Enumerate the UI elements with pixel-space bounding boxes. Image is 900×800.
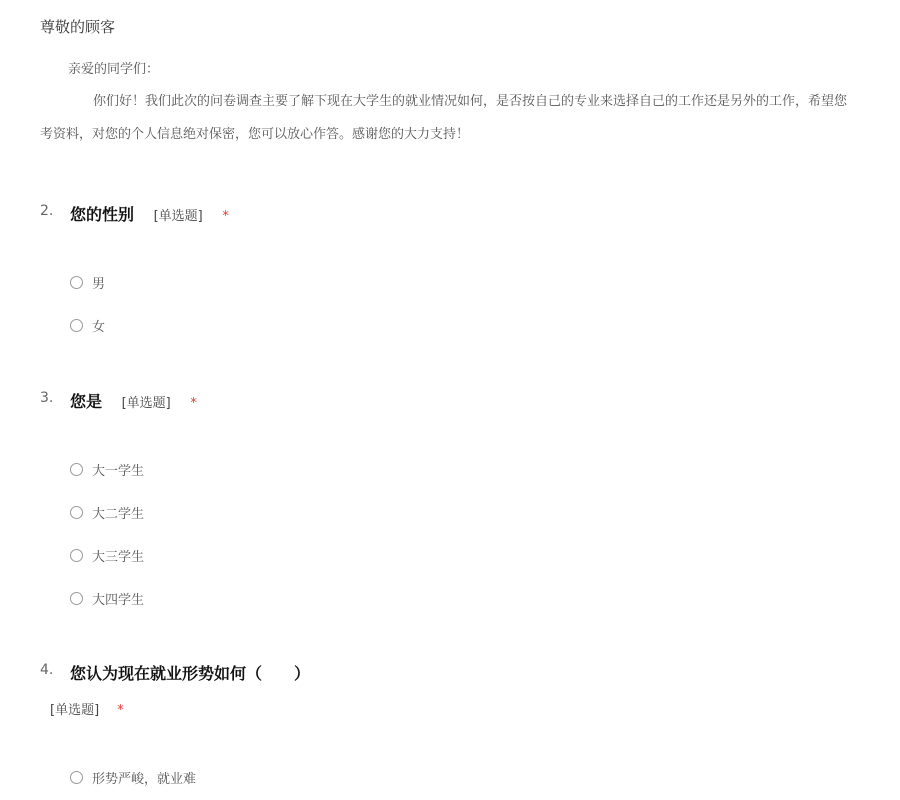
question-title: 您认为现在就业形势如何（ ） xyxy=(70,664,311,683)
radio-button[interactable] xyxy=(70,463,83,476)
question-title: 您的性别 xyxy=(70,205,135,224)
question-title-row xyxy=(70,202,229,225)
option-senior[interactable] xyxy=(70,588,144,608)
option-junior[interactable] xyxy=(70,545,144,565)
radio-button[interactable] xyxy=(70,319,83,332)
required-mark: * xyxy=(190,396,197,411)
radio-button[interactable] xyxy=(70,506,83,519)
option-label: 大四学生 xyxy=(92,592,145,608)
radio-button[interactable] xyxy=(70,592,83,605)
radio-button[interactable] xyxy=(70,276,83,289)
question-number: 4. xyxy=(40,662,54,678)
question-type-label: [单选题] xyxy=(121,396,171,411)
option-female[interactable] xyxy=(70,315,105,335)
option-label: 男 xyxy=(92,276,106,292)
question-type-label: [单选题] xyxy=(153,209,203,224)
question-meta-row xyxy=(50,699,124,718)
option-label: 大一学生 xyxy=(92,463,145,479)
option-freshman[interactable] xyxy=(70,459,144,479)
question-number: 2. xyxy=(40,203,54,219)
option-severe-hard[interactable] xyxy=(70,767,196,787)
option-label: 形势严峻，就业难 xyxy=(92,771,197,787)
intro-text-line-1: 你们好！我们此次的问卷调查主要了解下现在大学生的就业情况如何，是否按自己的专业来选择自己的工作还是另外的工作，希望您 xyxy=(93,94,848,109)
question-title-row xyxy=(70,389,197,412)
option-label: 女 xyxy=(92,319,106,335)
required-mark: * xyxy=(117,703,124,718)
option-label: 大三学生 xyxy=(92,549,145,565)
option-label: 大二学生 xyxy=(92,506,145,522)
intro-text-line-2: 考资料，对您的个人信息绝对保密，您可以放心作答。感谢您的大力支持！ xyxy=(40,127,470,142)
question-type-label: [单选题] xyxy=(50,703,100,718)
option-male[interactable] xyxy=(70,272,105,292)
required-mark: * xyxy=(222,209,229,224)
question-number: 3. xyxy=(40,390,54,406)
option-sophomore[interactable] xyxy=(70,502,144,522)
intro-salutation: 亲爱的同学们： xyxy=(68,62,160,77)
question-title: 您是 xyxy=(70,392,103,411)
radio-button[interactable] xyxy=(70,771,83,784)
page-title: 尊敬的顾客 xyxy=(40,18,116,36)
radio-button[interactable] xyxy=(70,549,83,562)
